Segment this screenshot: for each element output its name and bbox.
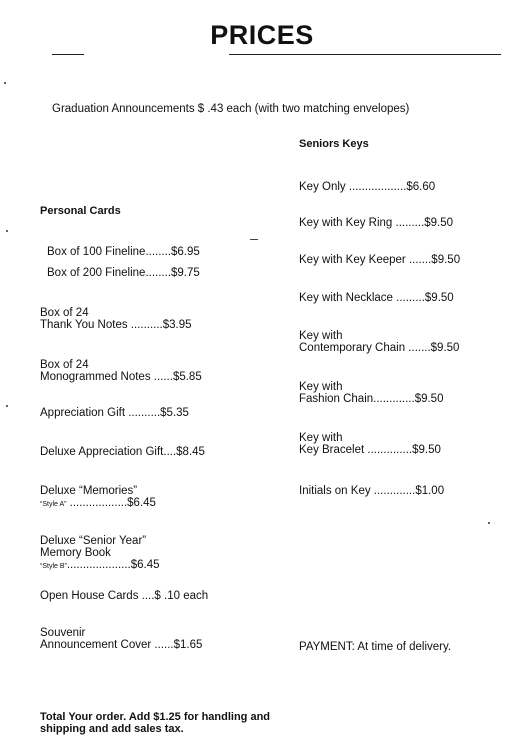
item-text: Key with Key Ring .........$9.50 [299,217,454,229]
item-text: Box of 100 Fineline........$6.95 [47,246,200,258]
price-item-key-keeper [299,254,460,266]
personal-cards-heading: Personal Cards [40,205,121,217]
item-line: Thank You Notes ..........$3.95 [40,319,192,331]
title-rule-right [229,54,501,55]
scan-speck [6,405,8,407]
price-item-deluxe-appreciation-gift [40,446,205,458]
item-line [40,497,156,511]
scan-speck [4,82,6,84]
item-text: Box of 200 Fineline........$9.75 [47,267,200,279]
item-line: Key Bracelet ..............$9.50 [299,444,441,456]
price-item-thank-you-notes [40,307,192,331]
item-line: Fashion Chain.............$9.50 [299,393,444,405]
item-line: Monogrammed Notes ......$5.85 [40,371,202,383]
item-text: Key with Key Keeper .......$9.50 [299,254,461,266]
price-item-deluxe-memories [40,485,156,511]
item-text: Initials on Key .............$1.00 [299,485,445,497]
style-label: “Style B” [40,563,67,570]
price-item-initials-on-key [299,485,444,497]
graduation-announcements-price: Graduation Announcements $ .43 each (with two matching envelopes) [52,103,410,115]
price-item-fashion-chain [299,381,443,405]
scan-speck [6,230,8,232]
title-rule-left [52,54,84,55]
item-price-line: ....................$6.45 [66,559,160,571]
item-line: Deluxe “Memories” [40,485,138,497]
item-text: Deluxe Appreciation Gift....$8.45 [40,446,205,458]
item-line: Key with [299,381,343,393]
item-line: Contemporary Chain .......$9.50 [299,342,460,354]
item-line [40,559,160,573]
price-item-box-200-fineline [47,267,200,279]
price-item-box-100-fineline [47,246,200,258]
item-line: Box of 24 [40,307,89,319]
price-item-open-house-cards [40,590,208,602]
item-line: Box of 24 [40,359,89,371]
style-label: “Style A” [40,501,67,508]
price-item-key-ring [299,217,453,229]
price-item-senior-year-memory-book [40,535,160,573]
item-text: Key with Necklace .........$9.50 [299,292,454,304]
seniors-keys-heading: Seniors Keys [299,138,369,150]
item-text: Key Only ..................$6.60 [299,181,436,193]
item-line: Souvenir [40,627,86,639]
page-title: PRICES [210,20,314,50]
item-line: Announcement Cover ......$1.65 [40,639,203,651]
price-item-key-bracelet [299,432,441,456]
price-item-key-necklace [299,292,454,304]
price-item-key-only [299,181,435,193]
price-item-appreciation-gift [40,407,189,419]
order-total-note: Total Your order. Add $1.25 for handling and shipping and add sales tax. [40,711,271,735]
scan-speck [488,522,490,524]
payment-terms: PAYMENT: At time of delivery. [299,641,452,653]
price-item-souvenir-announcement-cover [40,627,202,651]
item-line: Key with [299,330,343,342]
price-item-contemporary-chain [299,330,459,354]
item-text: Open House Cards ....$ .10 each [40,590,209,602]
price-item-monogrammed-notes [40,359,202,383]
item-text: Appreciation Gift ..........$5.35 [40,407,189,419]
item-line: Deluxe “Senior Year” [40,535,147,547]
item-price-line: ..................$6.45 [66,497,156,509]
item-line: Memory Book [40,547,111,559]
item-line: Key with [299,432,343,444]
stray-mark [250,239,258,240]
